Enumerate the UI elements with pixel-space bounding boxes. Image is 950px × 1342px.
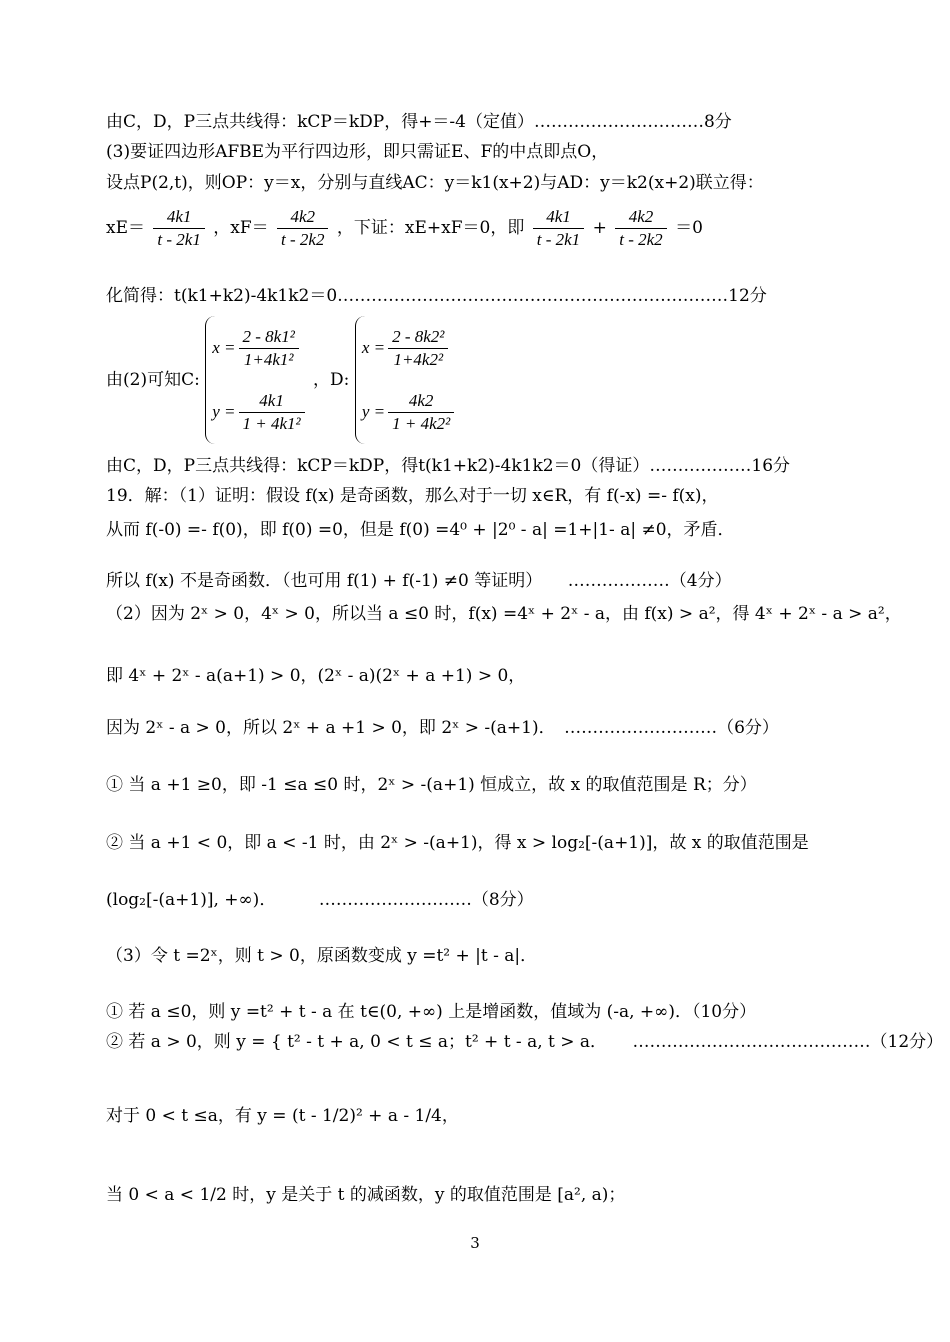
equation-system-cd bbox=[106, 316, 457, 444]
text-line-8: 19．解：（1）证明：假设 f(x) 是奇函数，那么对于一切 x∈R，有 f(-x) =- f(x)， bbox=[106, 486, 719, 506]
fraction-numerator: 4k2 bbox=[615, 206, 666, 229]
var-y: y = bbox=[212, 402, 236, 421]
system-row bbox=[362, 316, 457, 380]
equation-text: ，下证：xE+xF＝0，即 bbox=[336, 218, 525, 238]
text-line-18: ① 若 a ≤0，则 y =t² + t - a 在 t∈(0, +∞) 上是增函数，值域为 (-a, +∞)．（10分） bbox=[106, 1002, 757, 1022]
fraction-denominator: t - 2k1 bbox=[157, 230, 201, 249]
text-line-5: 化简得：t(k1+k2)-4k1k2＝0……………………………………………………………12分 bbox=[106, 286, 767, 306]
equation-text: xE＝ bbox=[106, 218, 145, 238]
text-line-3: 设点P(2,t)，则OP：y＝x，分别与直线AC：y＝k1(x+2)与AD：y＝k2(x+2)联立得： bbox=[106, 173, 764, 193]
fraction-denominator: t - 2k1 bbox=[536, 230, 581, 249]
fraction-denominator: t - 2k2 bbox=[619, 230, 663, 249]
text-line-17: （3）令 t =2ˣ，则 t > 0，原函数变成 y =t² + |t - a|． bbox=[106, 946, 538, 966]
text-line-1: 由C，D，P三点共线得：kCP＝kDP，得+＝-4（定值）…………………………8分 bbox=[106, 112, 732, 132]
plus-sign: + bbox=[592, 218, 607, 238]
text-line-12: 即 4ˣ + 2ˣ - a(a+1) > 0，(2ˣ - a)(2ˣ + a +1) > 0， bbox=[106, 666, 526, 686]
system-row bbox=[212, 316, 307, 380]
fraction-denominator: 1+4k1² bbox=[243, 349, 294, 369]
fraction-denominator: 1+4k2² bbox=[393, 349, 444, 369]
fraction-denominator: t - 2k2 bbox=[281, 230, 325, 249]
fraction-d-y bbox=[388, 390, 454, 435]
equation-text: ＝0 bbox=[675, 218, 703, 238]
equation-xe-xf bbox=[106, 206, 703, 251]
text-line-10: 所以 f(x) 不是奇函数．（也可用 f(1) + f(-1) ≠0 等证明） ………………（4分） bbox=[106, 571, 732, 591]
equation-text: 由(2)可知C: bbox=[106, 370, 200, 390]
text-line-7: 由C，D，P三点共线得：kCP＝kDP，得t(k1+k2)-4k1k2＝0（得证）………………16分 bbox=[106, 456, 791, 476]
fraction-xe-repeat bbox=[533, 206, 584, 251]
text-line-13: 因为 2ˣ - a > 0，所以 2ˣ + a +1 > 0，即 2ˣ > -(a+1)． ………………………（6分） bbox=[106, 718, 779, 738]
fraction-numerator: 4k1 bbox=[239, 390, 305, 413]
fraction-d-x bbox=[388, 326, 448, 371]
system-row bbox=[212, 380, 307, 444]
var-x: x = bbox=[212, 338, 236, 357]
equation-text: ，D: bbox=[313, 370, 350, 390]
system-d bbox=[355, 316, 457, 444]
fraction-denominator: 1 + 4k2² bbox=[392, 413, 451, 433]
system-c bbox=[205, 316, 307, 444]
text-line-16: (log₂[-(a+1)], +∞)． ………………………（8分） bbox=[106, 890, 534, 910]
text-line-11: （2）因为 2ˣ > 0，4ˣ > 0，所以当 a ≤0 时，f(x) =4ˣ + 2ˣ - a，由 f(x) > a²，得 4ˣ + 2ˣ - a > a²， bbox=[106, 604, 902, 624]
var-y: y = bbox=[361, 402, 386, 421]
fraction-xe bbox=[153, 206, 204, 251]
text-line-15: ② 当 a +1 < 0，即 a < -1 时，由 2ˣ > -(a+1)，得 x > log₂[-(a+1)]，故 x 的取值范围是 bbox=[106, 833, 809, 853]
system-row bbox=[362, 380, 457, 444]
fraction-numerator: 4k2 bbox=[277, 206, 328, 229]
fraction-numerator: 4k2 bbox=[388, 390, 454, 413]
fraction-xf-repeat bbox=[615, 206, 666, 251]
text-line-2: (3)要证四边形AFBE为平行四边形，即只需证E、F的中点即点O， bbox=[106, 142, 609, 162]
fraction-numerator: 4k1 bbox=[153, 206, 204, 229]
text-line-9: 从而 f(-0) =- f(0)，即 f(0) =0，但是 f(0) =4⁰ + |2⁰ - a| =1+|1- a| ≠0，矛盾． bbox=[106, 520, 735, 540]
text-line-21: 当 0 < a < 1/2 时，y 是关于 t 的减函数，y 的取值范围是 [a², a)； bbox=[106, 1185, 626, 1205]
fraction-numerator: 4k1 bbox=[533, 206, 584, 229]
fraction-c-y bbox=[239, 390, 305, 435]
text-line-20: 对于 0 < t ≤a，有 y = (t - 1/2)² + a - 1/4， bbox=[106, 1106, 459, 1126]
fraction-numerator: 2 - 8k2² bbox=[388, 326, 448, 349]
fraction-c-x bbox=[239, 326, 299, 371]
fraction-xf bbox=[277, 206, 328, 251]
equation-text: ，xF＝ bbox=[213, 218, 269, 238]
page-number: 3 bbox=[470, 1234, 480, 1252]
text-line-14: ① 当 a +1 ≥0，即 -1 ≤a ≤0 时，2ˣ > -(a+1) 恒成立，故 x 的取值范围是 R；分） bbox=[106, 775, 757, 795]
fraction-numerator: 2 - 8k1² bbox=[239, 326, 299, 349]
fraction-denominator: 1 + 4k1² bbox=[242, 413, 301, 433]
text-line-19: ② 若 a > 0，则 y = { t² - t + a, 0 < t ≤ a；t² + t - a, t > a． ……………………………………（12分） bbox=[106, 1032, 944, 1052]
var-x: x = bbox=[361, 338, 386, 357]
